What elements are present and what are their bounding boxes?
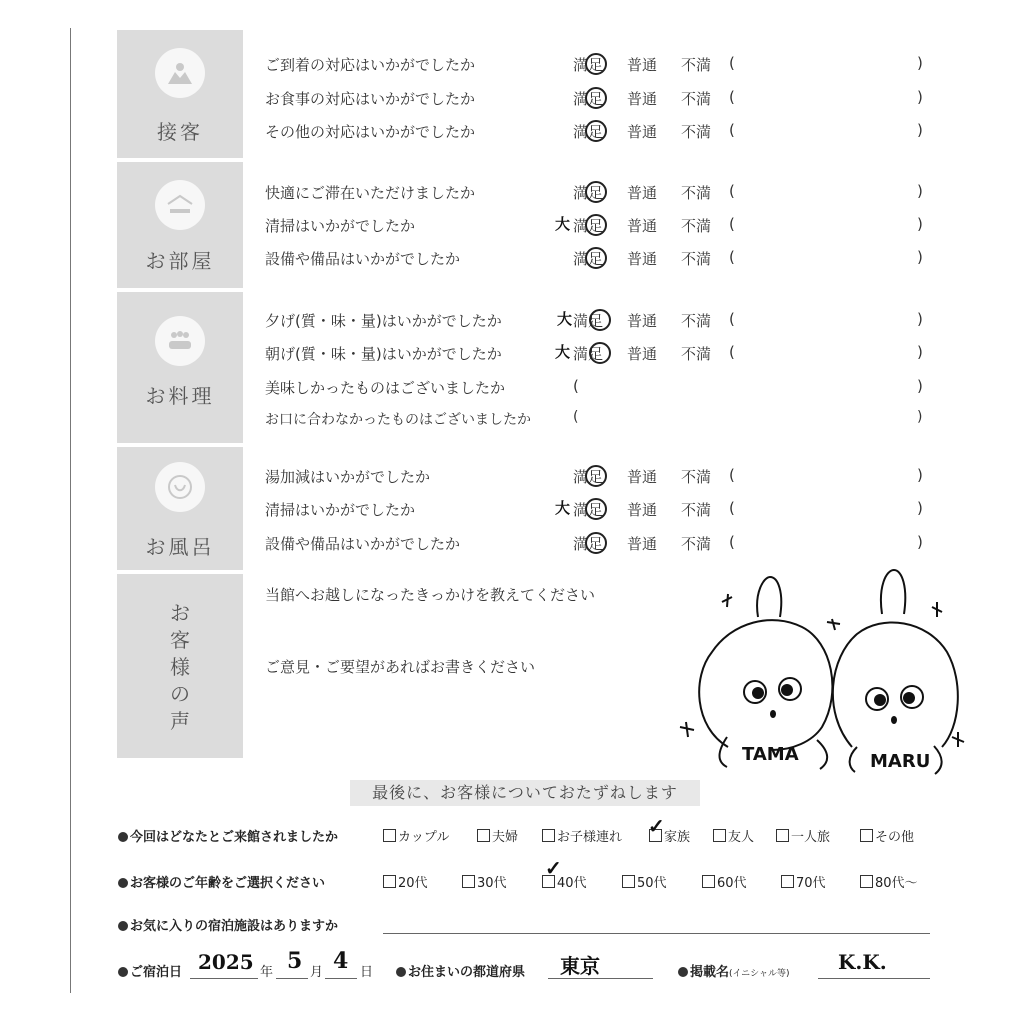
question-text: お食事の対応はいかがでしたか [265, 90, 476, 108]
checkbox-icon[interactable] [383, 829, 396, 842]
checkbox-option[interactable] [462, 872, 507, 891]
open-paren: ( [729, 182, 735, 200]
favorite-answer-field[interactable] [383, 933, 930, 934]
option-normal[interactable]: 普通 [627, 184, 658, 202]
checkbox-option[interactable] [383, 826, 449, 845]
section-label-cuisine: お料理 [145, 384, 215, 408]
question-text: お口に合わなかったものはございましたか [265, 412, 531, 428]
selected-circle-mark [585, 181, 607, 203]
stay-year-value[interactable]: 2025 [198, 950, 254, 974]
left-character-pupil [752, 687, 764, 699]
selected-circle-mark [585, 247, 607, 269]
stay-month-value[interactable]: 5 [287, 948, 303, 974]
checkbox-label: 一人旅 [791, 830, 831, 845]
bullet-icon [678, 967, 688, 977]
option-unsatisfied[interactable]: 不満 [681, 56, 712, 74]
option-normal[interactable]: 普通 [627, 56, 658, 74]
checkbox-label: お子様連れ [557, 830, 623, 845]
checkbox-option[interactable] [713, 826, 754, 845]
checkbox-label: 30代 [477, 876, 507, 891]
bullet-icon [118, 878, 128, 888]
question-text: 清掃はいかがでしたか [265, 217, 416, 235]
selected-circle-mark [585, 53, 607, 75]
close-paren: ) [917, 499, 923, 517]
option-unsatisfied[interactable]: 不満 [681, 535, 712, 553]
handwritten-mark: 大 [555, 343, 571, 361]
question-text: ご到着の対応はいかがでしたか [265, 56, 476, 74]
checkbox-icon[interactable] [462, 875, 475, 888]
option-satisfied[interactable]: 満足 [573, 535, 604, 553]
question-text: 湯加減はいかがでしたか [265, 468, 431, 486]
option-unsatisfied[interactable]: 不満 [681, 123, 712, 141]
favorite-question-label: お気に入りの宿泊施設はありますか [130, 919, 339, 934]
option-satisfied[interactable]: 満足 [573, 217, 604, 235]
checkbox-label: 80代〜 [875, 876, 918, 891]
prefecture-label: お住まいの都道府県 [408, 965, 526, 980]
right-name-bracket [850, 747, 857, 772]
option-unsatisfied[interactable]: 不満 [681, 501, 712, 519]
checkbox-icon[interactable] [776, 829, 789, 842]
publish-name-line [818, 978, 930, 979]
option-satisfied[interactable]: 満足 [573, 56, 604, 74]
checkbox-option[interactable] [776, 826, 830, 845]
checkbox-label: 20代 [398, 876, 428, 891]
option-normal[interactable]: 普通 [627, 501, 658, 519]
stay-date-label: ご宿泊日 [130, 965, 183, 980]
prompt-comments: ご意見・ご要望があればお書きください [265, 658, 536, 676]
right-character-pupil [903, 692, 915, 704]
question-text: 朝げ(質・味・量)はいかがでしたか [265, 345, 502, 363]
right-character-nose [891, 716, 897, 724]
handwritten-mark: 大 [555, 499, 571, 517]
left-margin-line [70, 28, 71, 993]
option-satisfied[interactable]: 満足 [573, 501, 604, 519]
question-row [265, 121, 945, 151]
section-divider [117, 288, 243, 292]
section-label-voice [117, 600, 243, 735]
question-row [265, 533, 945, 563]
section-divider [117, 570, 243, 574]
selected-circle-mark [585, 120, 607, 142]
voice-char: の [170, 682, 190, 706]
selected-circle-mark [585, 214, 607, 236]
checkbox-icon[interactable] [622, 875, 635, 888]
publish-name-label: 掲載名 [690, 965, 730, 980]
option-normal[interactable]: 普通 [627, 217, 658, 235]
open-paren: ( [729, 215, 735, 233]
right-character-head [833, 622, 958, 747]
prompt-reason: 当館へお越しになったきっかけを教えてください [265, 586, 596, 604]
sparkle-mark [932, 602, 942, 617]
option-satisfied[interactable]: 満足 [573, 123, 604, 141]
year-unit: 年 [260, 965, 274, 980]
option-satisfied[interactable]: 満足 [573, 468, 604, 486]
close-paren: ) [917, 121, 923, 139]
checkbox-label: カップル [398, 830, 450, 845]
checkbox-option[interactable] [542, 826, 622, 845]
checkmark-icon: ✓ [545, 856, 562, 880]
checkbox-option[interactable] [383, 872, 428, 891]
open-paren: ( [729, 466, 735, 484]
close-paren: ) [917, 248, 923, 266]
selected-circle-mark [585, 465, 607, 487]
question-row [265, 88, 945, 118]
checkbox-option[interactable] [860, 872, 918, 891]
selected-circle-mark [589, 309, 611, 331]
question-text: その他の対応はいかがでしたか [265, 123, 476, 141]
left-character-nose [770, 710, 776, 718]
option-unsatisfied[interactable]: 不満 [681, 250, 712, 268]
question-row [265, 409, 945, 439]
right-character-name: MARU [870, 751, 931, 772]
stay-day-line [325, 978, 357, 979]
checkbox-option[interactable] [622, 872, 667, 891]
checkbox-label: 50代 [637, 876, 667, 891]
selected-circle-mark [585, 87, 607, 109]
stay-year-line [190, 978, 258, 979]
open-paren: ( [729, 310, 735, 328]
option-normal[interactable]: 普通 [627, 123, 658, 141]
right-name-bracket [934, 746, 942, 774]
option-satisfied[interactable]: 満足 [573, 250, 604, 268]
voice-char: 声 [170, 709, 190, 733]
favorite-question [118, 915, 338, 934]
question-row [265, 310, 945, 340]
option-unsatisfied[interactable]: 不満 [681, 90, 712, 108]
companion-question-label: 今回はどなたとご来館されましたか [130, 830, 339, 845]
question-row [265, 54, 945, 84]
option-satisfied[interactable]: 満足 [573, 345, 604, 363]
option-normal[interactable]: 普通 [627, 535, 658, 553]
option-normal[interactable]: 普通 [627, 90, 658, 108]
age-question-label: お客様のご年齢をご選択ください [130, 876, 326, 891]
checkbox-option[interactable] [477, 826, 518, 845]
section-divider [117, 158, 243, 162]
option-unsatisfied[interactable]: 不満 [681, 345, 712, 363]
companion-question [118, 826, 338, 845]
stay-date-field [118, 961, 182, 980]
voice-char: 様 [170, 655, 190, 679]
handwritten-mark: 大 [555, 215, 571, 233]
checkbox-option[interactable] [860, 826, 914, 845]
bullet-icon [118, 921, 128, 931]
checkbox-icon[interactable] [477, 829, 490, 842]
question-row [265, 466, 945, 496]
voice-char: 客 [170, 628, 190, 652]
question-row [265, 377, 945, 407]
publish-name-field [678, 961, 790, 980]
option-satisfied[interactable]: 満足 [573, 90, 604, 108]
close-paren: ) [917, 88, 923, 106]
voice-char: お [170, 601, 190, 625]
checkbox-option[interactable] [781, 872, 826, 891]
right-character-ears [881, 570, 905, 614]
question-row [265, 343, 945, 373]
checkbox-option[interactable] [702, 872, 747, 891]
checkbox-label: 70代 [796, 876, 826, 891]
option-unsatisfied[interactable]: 不満 [681, 184, 712, 202]
hospitality-icon [155, 48, 205, 98]
prefecture-field [396, 961, 525, 980]
prefecture-value[interactable]: 東京 [560, 954, 600, 978]
sparkle-mark [827, 619, 840, 630]
close-paren: ) [917, 466, 923, 484]
section-label-bath: お風呂 [145, 535, 215, 559]
selected-circle-mark [585, 498, 607, 520]
handwritten-mark: 大 [557, 310, 573, 328]
open-paren: ( [729, 343, 735, 361]
character-drawing [672, 562, 972, 782]
bath-icon [155, 462, 205, 512]
left-character-head [699, 620, 832, 750]
month-unit: 月 [310, 965, 324, 980]
checkbox-icon[interactable] [542, 829, 555, 842]
question-text: 設備や備品はいかがでしたか [265, 250, 461, 268]
checkbox-icon[interactable] [383, 875, 396, 888]
publish-name-value[interactable]: K.K. [838, 950, 887, 974]
question-row [265, 215, 945, 245]
bullet-icon [118, 832, 128, 842]
close-paren: ) [917, 409, 923, 425]
close-paren: ) [917, 310, 923, 328]
checkbox-icon[interactable] [781, 875, 794, 888]
checkbox-label: 家族 [664, 830, 691, 845]
open-paren: ( [573, 377, 579, 395]
section-divider [117, 443, 243, 447]
option-normal[interactable]: 普通 [627, 312, 658, 330]
option-satisfied[interactable]: 満足 [573, 312, 604, 330]
question-text: 美味しかったものはございましたか [265, 379, 506, 397]
day-unit: 日 [360, 965, 374, 980]
open-paren: ( [729, 499, 735, 517]
final-section-header: 最後に、お客様についておたずねします [350, 780, 700, 806]
open-paren: ( [729, 248, 735, 266]
bullet-icon [118, 967, 128, 977]
checkbox-label: 友人 [728, 830, 755, 845]
left-character-pupil [781, 684, 793, 696]
question-text: 快適にご滞在いただけましたか [265, 184, 476, 202]
close-paren: ) [917, 343, 923, 361]
right-character-pupil [874, 694, 886, 706]
open-paren: ( [729, 533, 735, 551]
sparkle-mark [680, 722, 694, 737]
option-satisfied[interactable]: 満足 [573, 184, 604, 202]
question-text: 夕げ(質・味・量)はいかがでしたか [265, 312, 502, 330]
checkbox-label: 60代 [717, 876, 747, 891]
checkbox-icon[interactable] [860, 875, 873, 888]
section-label-room: お部屋 [145, 249, 215, 273]
close-paren: ) [917, 54, 923, 72]
checkbox-label: その他 [875, 830, 915, 845]
publish-name-note: (イニシャル等) [729, 969, 790, 979]
cuisine-icon [155, 316, 205, 366]
age-question [118, 872, 325, 891]
open-paren: ( [729, 121, 735, 139]
question-text: 清掃はいかがでしたか [265, 501, 416, 519]
option-normal[interactable]: 普通 [627, 468, 658, 486]
open-paren: ( [729, 54, 735, 72]
checkbox-icon[interactable] [702, 875, 715, 888]
checkbox-icon[interactable] [860, 829, 873, 842]
left-character-ears [757, 577, 781, 617]
close-paren: ) [917, 215, 923, 233]
option-normal[interactable]: 普通 [627, 345, 658, 363]
sparkle-mark [722, 594, 732, 607]
bullet-icon [396, 967, 406, 977]
close-paren: ) [917, 182, 923, 200]
checkbox-label: 夫婦 [492, 830, 519, 845]
option-unsatisfied[interactable]: 不満 [681, 468, 712, 486]
open-paren: ( [729, 88, 735, 106]
question-row [265, 248, 945, 278]
left-name-bracket [817, 740, 827, 769]
checkbox-icon[interactable] [713, 829, 726, 842]
stay-day-value[interactable]: 4 [333, 948, 349, 974]
left-character-name: TAMA [742, 744, 799, 765]
question-row [265, 499, 945, 529]
prefecture-line [548, 978, 653, 979]
option-unsatisfied[interactable]: 不満 [681, 312, 712, 330]
selected-circle-mark [589, 342, 611, 364]
option-unsatisfied[interactable]: 不満 [681, 217, 712, 235]
option-normal[interactable]: 普通 [627, 250, 658, 268]
close-paren: ) [917, 377, 923, 395]
question-row [265, 182, 945, 212]
checkmark-icon: ✓ [648, 814, 665, 838]
section-label-hospitality: 接客 [157, 120, 203, 144]
sparkle-mark [952, 732, 964, 747]
open-paren: ( [573, 409, 579, 425]
stay-month-line [276, 978, 308, 979]
close-paren: ) [917, 533, 923, 551]
checkbox-label: 40代 [557, 876, 587, 891]
room-icon [155, 180, 205, 230]
selected-circle-mark [585, 532, 607, 554]
question-text: 設備や備品はいかがでしたか [265, 535, 461, 553]
